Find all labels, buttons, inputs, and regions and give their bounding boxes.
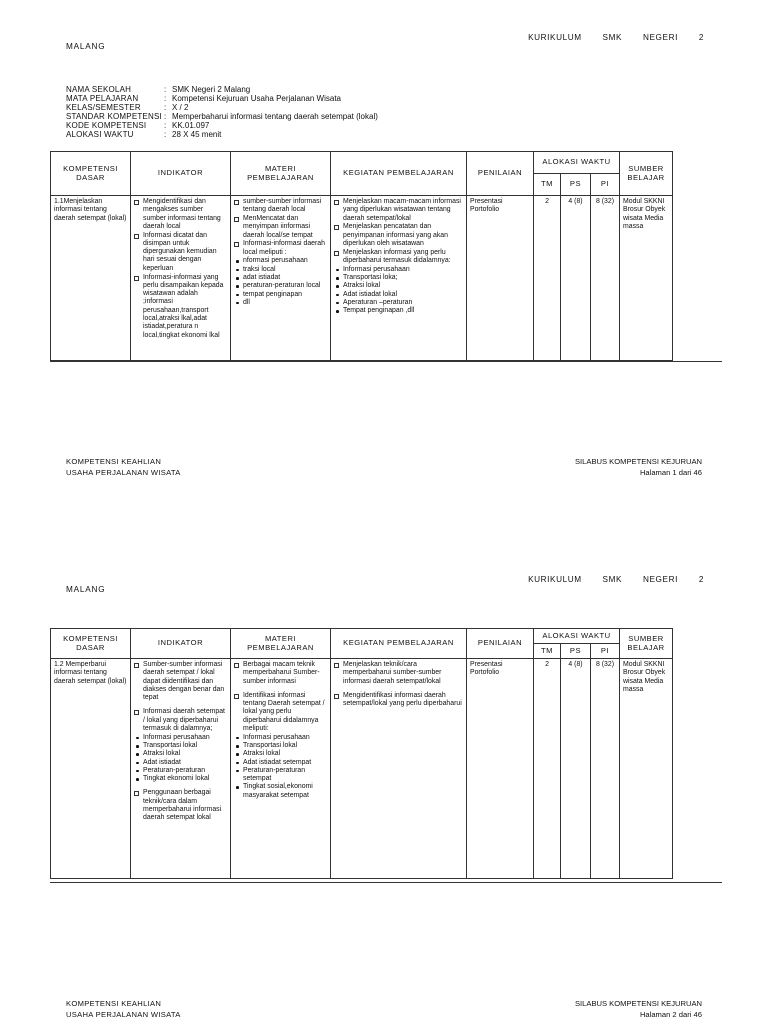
penilaian-cell: Presentasi Portofolio	[467, 196, 534, 361]
list-item: Peraturan-peraturan setempat	[234, 767, 327, 784]
list-item: Informasi dicatat dan disimpan untuk dipergunakan kemudian hari sesuai dengan keperluan	[134, 232, 227, 273]
list-item: Peraturan-peraturan	[134, 767, 227, 775]
list-item: Atraksi lokal	[134, 750, 227, 758]
list-item: Informasi perusahaan	[134, 734, 227, 742]
list-item: Tingkat sosial,ekonomi masyarakat setempat	[234, 783, 327, 800]
list-item: tempat penginapan	[234, 291, 327, 299]
ps-cell: 4 (8)	[561, 659, 591, 879]
kegiatan-cell	[331, 196, 467, 361]
list-item: nformasi perusahaan	[234, 257, 327, 265]
list-item: Transportasi loka;	[334, 274, 463, 282]
info-row: NAMA SEKOLAH : SMK Negeri 2 Malang	[66, 85, 251, 94]
header-indikator: INDIKATOR	[131, 152, 231, 196]
info-row: KELAS/SEMESTER : X / 2	[66, 102, 189, 112]
footer-right: SILABUS KOMPETENSI KEJURUAN Halaman 2 dari 46	[574, 999, 702, 1020]
list-item: Atraksi lokal	[234, 750, 327, 758]
header-indikator: INDIKATOR	[131, 629, 231, 659]
header-penilaian: PENILAIAN	[467, 629, 534, 659]
list-item: Menjelaskan macam-macam informasi yang diperlukan wisatawan tentang daerah setempat/lokal	[334, 198, 463, 223]
header-pi: PI	[591, 174, 620, 196]
info-row: STANDAR KOMPETENSI : Memperbaharui informasi tentang daerah setempat (lokal)	[66, 111, 378, 121]
header-pi: PI	[591, 644, 620, 659]
list-item: sumber-sumber informasi tentang daerah local	[234, 198, 327, 215]
kd-cell: 1.2 Memperbarui informasi tentang daerah setempat (lokal)	[51, 659, 131, 879]
tm-cell: 2	[534, 659, 561, 879]
list-item: Berbagai macam teknik memperbaharui Sumber-sumber informasi	[234, 661, 327, 686]
indikator-cell	[131, 196, 231, 361]
header-sumber-belajar: SUMBER BELAJAR	[620, 152, 673, 196]
header-materi: MATERI PEMBELAJARAN	[231, 629, 331, 659]
table-row	[51, 659, 673, 879]
sumber-cell: Modul SKKNI Brosur Obyek wisata Media massa	[620, 196, 673, 361]
list-item: Transportasi lokal	[234, 742, 327, 750]
list-item: Identifikasi informasi tentang Daerah setempat / lokal yang perlu diperbaharui didalamnya meliputi:	[234, 692, 327, 733]
divider	[50, 361, 722, 362]
penilaian-cell: Presentasi Portofolio	[467, 659, 534, 879]
header-city: MALANG	[66, 585, 106, 594]
header-kurikulum: KURIKULUM SMK NEGERI 2	[528, 33, 704, 42]
page-2	[0, 512, 768, 1024]
footer-left: KOMPETENSI KEAHLIAN USAHA PERJALANAN WISATA	[66, 999, 181, 1020]
list-item: Sumber-sumber informasi daerah setempat / lokal dapat diidentifikasi dan diakses dengan benar dan tepat	[134, 661, 227, 702]
divider	[50, 882, 722, 883]
sumber-cell: Modul SKKNI Brosur Obyek wisata Media massa	[620, 659, 673, 879]
list-item: Atraksi lokal	[334, 282, 463, 290]
info-row: MATA PELAJARAN : Kompetensi Kejuruan Usaha Perjalanan Wisata	[66, 93, 341, 103]
syllabus-table-1	[50, 151, 673, 361]
list-item: Informasi-informasi daerah local meliputi :	[234, 240, 327, 257]
list-item: Adat istiadat setempat	[234, 759, 327, 767]
list-item: Informasi perusahaan	[234, 734, 327, 742]
info-row: ALOKASI WAKTU : 28 X 45 menit	[66, 129, 222, 139]
table-row	[51, 196, 673, 361]
list-item: Mengidentifikasi informasi daerah setempat/lokal yang perlu diperbaharui	[334, 692, 463, 709]
page-number: Halaman 2 dari 46	[639, 1010, 702, 1020]
list-item: Tingkat ekonomi lokal	[134, 775, 227, 783]
info-row: KODE KOMPETENSI : KK.01.097	[66, 120, 210, 130]
page-number: Halaman 1 dari 46	[639, 468, 702, 478]
list-item: dll	[234, 299, 327, 307]
footer-right: SILABUS KOMPETENSI KEJURUAN Halaman 1 dari 46	[574, 457, 702, 478]
header-kompetensi-dasar: KOMPETENSI DASAR	[51, 629, 131, 659]
header-ps: PS	[561, 644, 591, 659]
header-kegiatan: KEGIATAN PEMBELAJARAN	[331, 152, 467, 196]
pi-cell: 8 (32)	[591, 659, 620, 879]
header-tm: TM	[534, 644, 561, 659]
list-item: Menjelaskan pencatatan dan penyimpanan informasi yang akan diperlukan oleh wisatawan	[334, 223, 463, 248]
header-kompetensi-dasar: KOMPETENSI DASAR	[51, 152, 131, 196]
footer-left: KOMPETENSI KEAHLIAN USAHA PERJALANAN WISATA	[66, 457, 181, 478]
header-ps: PS	[561, 174, 591, 196]
list-item: Menjelaskan informasi yang perlu diperbaharui termasuk didalamnya:	[334, 249, 463, 266]
syllabus-table-2	[50, 628, 673, 879]
list-item: peraturan-peraturan local	[234, 282, 327, 290]
list-item: Adat istiadat	[134, 759, 227, 767]
tm-cell: 2	[534, 196, 561, 361]
list-item: Informasi perusahaan	[334, 266, 463, 274]
list-item: Informasi-informasi yang perlu disampaikan kepada wisatawan adalah ;informasi perusahaan,transport local,atraksi lkal,adat istiadat,peratura n local,tingkat ekonomi lkal	[134, 274, 227, 340]
list-item: Informasi daerah setempat / lokal yang diperbaharui termasuk di dalamnya;	[134, 708, 227, 733]
list-item: Tempat penginapan ,dll	[334, 307, 463, 315]
list-item: traksi local	[234, 266, 327, 274]
header-materi: MATERI PEMBELAJARAN	[231, 152, 331, 196]
list-item: Mengidentifikasi dan mengakses sumber sumber informasi tentang daerah local	[134, 198, 227, 231]
list-item: adat istiadat	[234, 274, 327, 282]
list-item: Penggunaan berbagai teknik/cara dalam memperbaharui informasi daerah setempat lokal	[134, 789, 227, 822]
indikator-cell	[131, 659, 231, 879]
ps-cell: 4 (8)	[561, 196, 591, 361]
list-item: Aperaturan –peraturan	[334, 299, 463, 307]
header-kurikulum: KURIKULUM SMK NEGERI 2	[528, 575, 704, 584]
header-alokasi-waktu: ALOKASI WAKTU	[534, 152, 620, 174]
header-city: MALANG	[66, 42, 106, 51]
header-kegiatan: KEGIATAN PEMBELAJARAN	[331, 629, 467, 659]
header-penilaian: PENILAIAN	[467, 152, 534, 196]
materi-cell	[231, 659, 331, 879]
header-tm: TM	[534, 174, 561, 196]
header-sumber-belajar: SUMBER BELAJAR	[620, 629, 673, 659]
kegiatan-cell	[331, 659, 467, 879]
school-info	[66, 86, 378, 140]
list-item: Adat istiadat lokal	[334, 291, 463, 299]
list-item: Menjelaskan teknik/cara memperbaharui sumber-sumber informasi daerah setempat/lokal	[334, 661, 463, 686]
kd-cell: 1.1Menjelaskan informasi tentang daerah setempat (lokal)	[51, 196, 131, 361]
header-alokasi-waktu: ALOKASI WAKTU	[534, 629, 620, 644]
materi-cell	[231, 196, 331, 361]
list-item: Transportasi lokal	[134, 742, 227, 750]
list-item: MenMencatat dan menyimpan iinformasi daerah local/se tempat	[234, 215, 327, 240]
pi-cell: 8 (32)	[591, 196, 620, 361]
